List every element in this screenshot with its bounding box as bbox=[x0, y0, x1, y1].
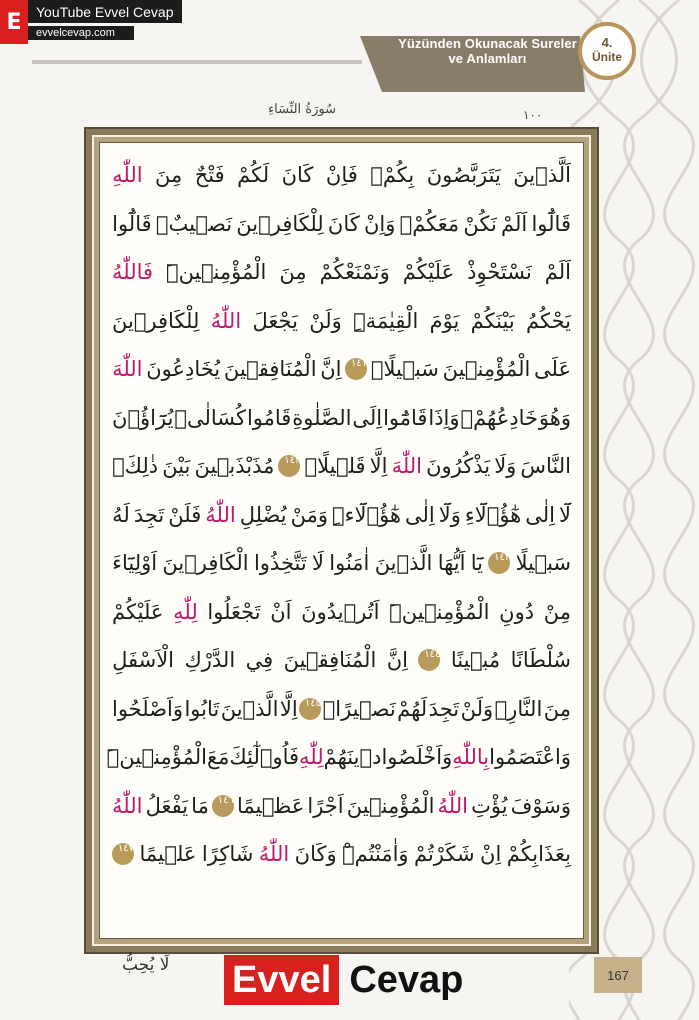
word: الْمُؤْمِن۪ينَۜ bbox=[389, 599, 490, 624]
word: تَجِدَ bbox=[428, 696, 460, 721]
word: يَٓا bbox=[470, 551, 483, 576]
word: بِكُمْۚ bbox=[370, 163, 415, 188]
word: الْقِيٰمَةِۜ bbox=[353, 308, 419, 333]
word: مِنْ bbox=[543, 599, 571, 624]
word: يَوْمَ bbox=[429, 308, 460, 333]
word: ذٰلِكَۗ bbox=[112, 454, 159, 479]
word: خَادِعُهُمْۚ bbox=[460, 405, 538, 430]
verse-number-marker: ١٤١ bbox=[345, 358, 367, 380]
verse-line bbox=[112, 297, 571, 346]
word: سَب۪يلًا bbox=[515, 551, 571, 576]
verse-number-marker: ١٤٦ bbox=[212, 795, 234, 817]
word: اَتُر۪يدُونَ bbox=[301, 599, 380, 624]
word: سُلْطَانًا bbox=[510, 648, 571, 673]
word: وَمَنْ bbox=[290, 502, 329, 527]
word: اٰمَنُوا bbox=[329, 551, 370, 576]
word: تَتَّخِذُوا bbox=[253, 551, 307, 576]
word: وَكَانَ bbox=[294, 842, 337, 867]
word: مِنَ bbox=[543, 696, 571, 721]
word: وَهُوَ bbox=[538, 405, 571, 430]
word: مُب۪ينًا bbox=[450, 648, 501, 673]
word: الصَّلٰوةِ bbox=[292, 405, 352, 430]
word: الْاَسْفَلِ bbox=[112, 648, 175, 673]
verse-line bbox=[112, 782, 571, 831]
word: نَكُنْ bbox=[463, 211, 497, 236]
verse-line bbox=[112, 394, 571, 443]
word: مُذَبْذَب۪ينَ bbox=[194, 454, 275, 479]
verse-line bbox=[106, 733, 571, 782]
word: فَتْحٌ bbox=[194, 163, 225, 188]
word: كُسَالٰىۙ bbox=[174, 405, 247, 430]
word: نَص۪يبٌۙ bbox=[155, 211, 233, 236]
word: يَذْكُرُونَ bbox=[426, 454, 491, 479]
brand-part-1: Evvel bbox=[224, 955, 339, 1005]
word: تَجِدَ bbox=[133, 502, 165, 527]
word: يَحْكُمُ bbox=[526, 308, 571, 333]
word: اِنَّ bbox=[320, 357, 342, 382]
word: فَاِنْ bbox=[325, 163, 358, 188]
section-title: Yüzünden Okunacak Sureler ve Anlamları bbox=[398, 36, 577, 66]
word: وَلَنْ bbox=[309, 308, 342, 333]
quran-frame bbox=[84, 127, 599, 954]
word: مِنَ bbox=[155, 163, 183, 188]
divine-name: لِلّٰهِ bbox=[299, 745, 324, 770]
word: الَّذ۪ينَ bbox=[374, 551, 433, 576]
word: اِلٰى bbox=[525, 502, 556, 527]
unit-number: 4. bbox=[601, 35, 613, 50]
word: وَاَخْلَصُوا bbox=[381, 745, 453, 770]
divine-name: اللّٰهُ bbox=[112, 793, 143, 818]
word: اَجْرًا bbox=[307, 793, 344, 818]
word: قَالُٓوا bbox=[112, 211, 152, 236]
word: كَانَ bbox=[281, 163, 314, 188]
verse-number-marker: ١٤٧ bbox=[112, 843, 134, 865]
channel-watermark bbox=[0, 0, 182, 44]
word: مِنَ bbox=[279, 260, 307, 285]
word: وَاٰمَنْتُمْۜ bbox=[342, 842, 409, 867]
word: اَنْ bbox=[270, 599, 292, 624]
word: اَلَّذ۪ينَ bbox=[513, 163, 571, 188]
word: لِلْكَافِر۪ينَ bbox=[236, 211, 324, 236]
word: لَٓا bbox=[559, 502, 571, 527]
divine-name: اللّٰهُ bbox=[258, 842, 290, 867]
verse-line bbox=[112, 491, 571, 540]
word: قَامُوا bbox=[246, 405, 292, 430]
verse-number-marker: ١٤٢ bbox=[278, 455, 300, 477]
word: تَابُوا bbox=[184, 696, 220, 721]
verse-line bbox=[112, 442, 571, 491]
word: يُضْلِلِ bbox=[239, 502, 287, 527]
word: فَاُو۬لٰٓئِكَ bbox=[229, 745, 300, 770]
word: اَيُّهَا bbox=[437, 551, 466, 576]
word: وَنَمْنَعْكُمْ bbox=[319, 260, 390, 285]
word: الْمُنَافِق۪ينَ bbox=[223, 357, 317, 382]
brand-logo bbox=[224, 955, 473, 1005]
word: قَالُٓوا bbox=[531, 211, 571, 236]
word: اِنَّ bbox=[386, 648, 408, 673]
word: عَلَى bbox=[534, 357, 571, 382]
word: الَّذ۪ينَ bbox=[220, 696, 279, 721]
word: يَجْعَلَ bbox=[252, 308, 298, 333]
verse-line bbox=[112, 636, 571, 685]
word: هٰٓؤُ۬لَٓاءِۜ bbox=[332, 502, 401, 527]
word: قَامُٓوا bbox=[383, 405, 428, 430]
word: اِلَى bbox=[352, 405, 383, 430]
verse-line bbox=[112, 830, 571, 879]
word: عَل۪يمًا bbox=[139, 842, 197, 867]
word: النَّاسَ bbox=[520, 454, 571, 479]
verse-number-marker: ١٤٣ bbox=[488, 552, 510, 574]
word: عَظ۪يمًا bbox=[237, 793, 305, 818]
word: الْكَافِر۪ينَ bbox=[162, 551, 249, 576]
word: يُؤْتِ bbox=[471, 793, 508, 818]
word: اِلَّا bbox=[369, 454, 388, 479]
word: لَهُ bbox=[112, 502, 130, 527]
mushaf-page-number: ١٠٠ bbox=[523, 108, 543, 122]
verse-line bbox=[112, 685, 571, 734]
word: هٰٓؤُ۬لَٓاءِ bbox=[464, 502, 522, 527]
word: وَسَوْفَ bbox=[510, 793, 571, 818]
verse-number-marker: ١٤٥ bbox=[299, 698, 321, 720]
word: تَجْعَلُوا bbox=[207, 599, 261, 624]
surah-name: سُورَةُ النِّسَاءِ bbox=[268, 102, 336, 117]
verse-line bbox=[112, 200, 571, 249]
word: اَلَمْ bbox=[501, 211, 528, 236]
word: يَفْعَلُ bbox=[145, 793, 189, 818]
word: لَا bbox=[312, 551, 324, 576]
verse-line bbox=[112, 539, 571, 588]
word: شَاكِرًا bbox=[201, 842, 254, 867]
divine-name: فَاللّٰهُ bbox=[112, 260, 154, 285]
divine-name: لِلّٰهِ bbox=[173, 599, 198, 624]
word: مَعَكُمْۘ bbox=[399, 211, 460, 236]
verse-line bbox=[112, 345, 571, 394]
word: د۪ينَهُمْ bbox=[323, 745, 382, 770]
word: الْمُؤْمِن۪ينَ bbox=[346, 793, 435, 818]
verse-line bbox=[112, 588, 571, 637]
brand-part-2: Cevap bbox=[349, 958, 464, 1001]
channel-logo-icon: E bbox=[0, 0, 28, 44]
divine-name: اللّٰهُ bbox=[205, 502, 236, 527]
word: شَكَرْتُمْ bbox=[413, 842, 475, 867]
word: وَلَنْ bbox=[460, 696, 494, 721]
word: وَلَا bbox=[494, 454, 517, 479]
unit-label: Ünite bbox=[592, 50, 622, 64]
word: يَتَرَبَّصُونَ bbox=[426, 163, 501, 188]
word: نَص۪يرًاۙ bbox=[322, 696, 396, 721]
divine-name: اللّٰهَ bbox=[391, 454, 423, 479]
quran-text-area bbox=[99, 142, 584, 939]
word: وَاَصْلَحُوا bbox=[112, 696, 183, 721]
word: عَلَيْكُمْ bbox=[112, 599, 164, 624]
word: الْمُؤْمِن۪ينَ bbox=[442, 357, 531, 382]
word: وَلَٓا bbox=[438, 502, 461, 527]
verse-line bbox=[112, 151, 571, 200]
word: وَاعْتَصَمُوا bbox=[489, 745, 571, 770]
word: الْمُنَافِق۪ينَ bbox=[283, 648, 377, 673]
word: قَل۪يلًاۘ bbox=[304, 454, 366, 479]
divine-name: اللّٰهِ bbox=[112, 163, 143, 188]
word: اَوْلِيَٓاءَ bbox=[112, 551, 158, 576]
channel-url: evvelcevap.com bbox=[28, 26, 134, 40]
verse-number-marker: ١٤٤ bbox=[418, 649, 440, 671]
verse-lines bbox=[106, 151, 571, 879]
word: بِعَذَابِكُمْ bbox=[506, 842, 571, 867]
word: بَيْنَ bbox=[162, 454, 191, 479]
word: مَعَ bbox=[206, 745, 230, 770]
word: نَسْتَحْوِذْ bbox=[467, 260, 532, 285]
word: لِلْكَافِر۪ينَ bbox=[112, 308, 200, 333]
word: الْمُؤْمِن۪ينَۜ bbox=[166, 260, 267, 285]
word: فِي bbox=[245, 648, 274, 673]
word: يُرَٓاؤُ۫نَ bbox=[112, 405, 174, 430]
header-rule bbox=[32, 60, 362, 64]
word: اِلٰى bbox=[405, 502, 435, 527]
verse-line bbox=[112, 248, 571, 297]
word: وَاِنْ bbox=[363, 211, 396, 236]
catchword: لَا يُحِبُّ bbox=[122, 955, 170, 975]
word: اِلَّا bbox=[279, 696, 298, 721]
word: فَلَنْ bbox=[168, 502, 202, 527]
word: اَلَمْ bbox=[544, 260, 571, 285]
divine-name: اللّٰهَ bbox=[112, 357, 143, 382]
word: عَلَيْكُمْ bbox=[402, 260, 455, 285]
word: مَا bbox=[191, 793, 209, 818]
word: وَاِذَا bbox=[428, 405, 460, 430]
word: الدَّرْكِ bbox=[184, 648, 236, 673]
page-number: 167 bbox=[594, 957, 642, 993]
divine-name: بِاللّٰهِ bbox=[452, 745, 490, 770]
channel-title: YouTube Evvel Cevap bbox=[28, 0, 182, 23]
word: دُونِ bbox=[499, 599, 535, 624]
word: الْمُؤْمِن۪ينَۜ bbox=[106, 745, 207, 770]
word: كَانَ bbox=[327, 211, 360, 236]
unit-badge bbox=[578, 22, 636, 80]
word: النَّارِۚ bbox=[494, 696, 543, 721]
word: لَهُمْ bbox=[397, 696, 428, 721]
word: سَب۪يلًاࣖ bbox=[370, 357, 439, 382]
divine-name: اللّٰهُ bbox=[210, 308, 242, 333]
word: يُخَادِعُونَ bbox=[146, 357, 221, 382]
word: لَكُمْ bbox=[237, 163, 270, 188]
word: اِنْ bbox=[480, 842, 502, 867]
word: بَيْنَكُمْ bbox=[470, 308, 515, 333]
divine-name: اللّٰهُ bbox=[437, 793, 468, 818]
